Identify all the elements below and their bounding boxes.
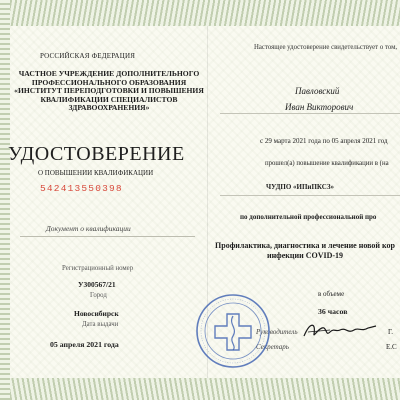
seal-stamp-icon: [194, 292, 272, 370]
registration-number-label: Регистрационный номер: [62, 265, 134, 272]
ornamental-border-bottom: [0, 378, 400, 400]
ornamental-border-left: [0, 0, 10, 400]
head-label: Руководитель: [256, 328, 298, 336]
program-name: Профилактика, диагностика и лечение новой кор инфекции COVID-19: [215, 241, 395, 260]
certificate-title: УДОСТОВЕРЕНИЕ: [8, 143, 185, 165]
registration-number: У300567/21: [78, 280, 116, 289]
certificate-subtitle: О ПОВЫШЕНИИ КВАЛИФИКАЦИИ: [38, 169, 154, 177]
document-qualification-label: Документ о квалификации: [46, 224, 131, 233]
organization-name: ЧАСТНОЕ УЧРЕЖДЕНИЕ ДОПОЛНИТЕЛЬНОГО ПРОФЕССИОНАЛЬНОГО ОБРАЗОВАНИЯ «ИНСТИТУТ ПЕРЕПОДГОТОВКИ И ПОВЫШЕНИЯ КВАЛИФИКАЦИИ СПЕЦИАЛИСТОВ ЗДРАВООХРАНЕНИЯ»: [14, 69, 204, 113]
divider-line: [220, 195, 400, 196]
signature-icon: [300, 318, 380, 342]
hours-value: 36 часов: [318, 307, 348, 316]
issue-date: 05 апреля 2021 года: [50, 340, 119, 349]
volume-label: в объеме: [318, 290, 345, 298]
country-label: РОССИЙСКАЯ ФЕДЕРАЦИЯ: [40, 52, 136, 60]
divider-line: [220, 113, 400, 114]
city-label: Город: [90, 292, 107, 299]
program-label: по дополнительной профессиональной про: [240, 213, 377, 221]
holder-surname: Павловский: [295, 86, 340, 96]
ornamental-border-top: [0, 0, 400, 26]
head-initials: Г.: [388, 328, 394, 336]
training-period: с 29 марта 2021 года по 05 апреля 2021 год: [260, 137, 388, 145]
issue-date-label: Дата выдачи: [82, 321, 119, 328]
divider-line: [20, 236, 195, 237]
passed-training-text: прошел(а) повышение квалификации в (на: [265, 160, 389, 167]
institution-short-name: ЧУДПО «ИПиПКСЗ»: [266, 183, 335, 191]
serial-number: 542413550398: [40, 183, 123, 194]
certifies-text: Настоящее удостоверение свидетельствует о том,: [254, 44, 398, 51]
secretary-initials: Е.С: [386, 343, 397, 351]
holder-name: Иван Викторович: [285, 102, 354, 112]
secretary-label: Секретарь: [256, 343, 289, 351]
city-value: Новосибирск: [74, 309, 119, 318]
